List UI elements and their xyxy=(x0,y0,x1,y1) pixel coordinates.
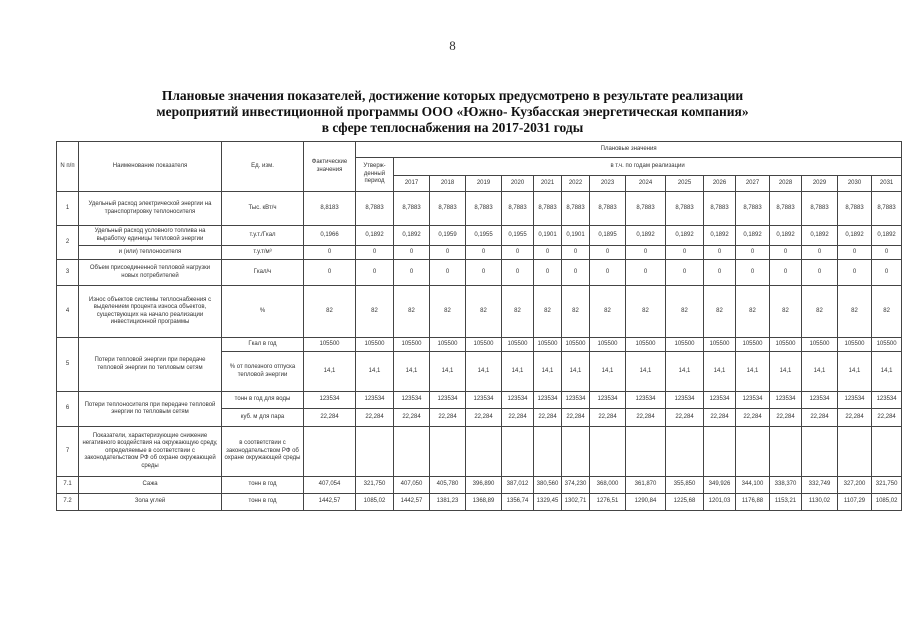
row-num: 1 xyxy=(57,192,79,226)
row-num: 4 xyxy=(57,286,79,338)
year-header: 2029 xyxy=(802,176,838,192)
header-num: N п/п xyxy=(57,142,79,192)
year-value: 0 xyxy=(666,260,704,286)
year-value: 0,1895 xyxy=(590,226,626,246)
year-value: 380,560 xyxy=(534,477,562,494)
year-value: 82 xyxy=(872,286,902,338)
year-value: 8,7883 xyxy=(770,192,802,226)
year-value: 0,1892 xyxy=(626,226,666,246)
year-value: 0 xyxy=(466,260,502,286)
year-value: 14,1 xyxy=(626,352,666,392)
year-header: 2025 xyxy=(666,176,704,192)
year-value: 105500 xyxy=(590,338,626,352)
year-value: 82 xyxy=(466,286,502,338)
year-value: 338,370 xyxy=(770,477,802,494)
row-approved: 0 xyxy=(356,246,394,260)
year-value: 0 xyxy=(394,246,430,260)
header-actual: Фактические значения xyxy=(304,142,356,192)
row-unit: тонн в год xyxy=(222,477,304,494)
year-value: 0,1892 xyxy=(666,226,704,246)
year-value: 8,7883 xyxy=(562,192,590,226)
year-value: 0 xyxy=(838,260,872,286)
year-value: 22,284 xyxy=(562,409,590,427)
year-value: 387,012 xyxy=(502,477,534,494)
year-value: 0 xyxy=(430,260,466,286)
document-title xyxy=(60,88,845,136)
year-value: 105500 xyxy=(736,338,770,352)
row-name: Износ объектов системы теплоснабжения с выделением процента износа объектов, существующих на начало реализации инвестиционной программы xyxy=(79,286,222,338)
year-value: 123534 xyxy=(562,392,590,409)
year-value: 0 xyxy=(626,246,666,260)
year-value: 14,1 xyxy=(430,352,466,392)
year-value: 105500 xyxy=(430,338,466,352)
row-approved: 0,1892 xyxy=(356,226,394,246)
year-value: 1368,89 xyxy=(466,494,502,511)
year-value: 22,284 xyxy=(626,409,666,427)
row-num: 7.1 xyxy=(57,477,79,494)
year-value: 368,000 xyxy=(590,477,626,494)
year-value: 22,284 xyxy=(534,409,562,427)
year-value: 82 xyxy=(736,286,770,338)
year-value: 0,1892 xyxy=(394,226,430,246)
year-value: 22,284 xyxy=(430,409,466,427)
title-line-2: мероприятий инвестиционной программы ООО «Южно- Кузбасская энергетическая компания» xyxy=(156,104,749,119)
year-value: 0 xyxy=(770,260,802,286)
year-value: 0 xyxy=(590,246,626,260)
year-value: 0,1901 xyxy=(534,226,562,246)
year-value: 0 xyxy=(770,246,802,260)
year-value: 8,7883 xyxy=(430,192,466,226)
year-value: 8,7883 xyxy=(838,192,872,226)
year-value: 82 xyxy=(534,286,562,338)
year-value: 82 xyxy=(590,286,626,338)
year-value: 82 xyxy=(704,286,736,338)
header-by-years: в т.ч. по годам реализации xyxy=(394,158,902,176)
year-value: 22,284 xyxy=(872,409,902,427)
year-value: 105500 xyxy=(838,338,872,352)
year-value: 405,780 xyxy=(430,477,466,494)
year-value: 0 xyxy=(704,260,736,286)
year-value: 0 xyxy=(394,260,430,286)
year-value: 0,1892 xyxy=(802,226,838,246)
year-value: 8,7883 xyxy=(466,192,502,226)
year-value: 1107,29 xyxy=(838,494,872,511)
row-approved: 105500 xyxy=(356,338,394,352)
year-value: 1356,74 xyxy=(502,494,534,511)
year-value: 82 xyxy=(666,286,704,338)
title-line-3: в сфере теплоснабжения на 2017-2031 годы xyxy=(321,120,584,135)
year-value: 0,1892 xyxy=(838,226,872,246)
row-actual: 123534 xyxy=(304,392,356,409)
row-unit: Гкал/ч xyxy=(222,260,304,286)
row-actual: 0 xyxy=(304,246,356,260)
year-value: 0,1959 xyxy=(430,226,466,246)
year-value: 82 xyxy=(502,286,534,338)
year-value: 105500 xyxy=(802,338,838,352)
year-value: 0 xyxy=(430,246,466,260)
year-value: 22,284 xyxy=(704,409,736,427)
year-value: 14,1 xyxy=(872,352,902,392)
year-value: 1225,68 xyxy=(666,494,704,511)
year-value: 22,284 xyxy=(838,409,872,427)
header-approved: Утверж- денный период xyxy=(356,158,394,192)
year-value: 14,1 xyxy=(394,352,430,392)
year-value: 22,284 xyxy=(466,409,502,427)
year-value: 123534 xyxy=(838,392,872,409)
year-value: 82 xyxy=(626,286,666,338)
year-value: 14,1 xyxy=(502,352,534,392)
year-value: 396,890 xyxy=(466,477,502,494)
year-value: 0 xyxy=(666,246,704,260)
year-value: 105500 xyxy=(626,338,666,352)
year-value: 22,284 xyxy=(394,409,430,427)
page-number: 8 xyxy=(449,38,456,53)
row-name: Удельный расход электрической энергии на транспортировку теплоносителя xyxy=(79,192,222,226)
year-header: 2026 xyxy=(704,176,736,192)
year-header: 2030 xyxy=(838,176,872,192)
year-value: 14,1 xyxy=(466,352,502,392)
year-value: 0 xyxy=(502,260,534,286)
year-header: 2022 xyxy=(562,176,590,192)
year-header: 2024 xyxy=(626,176,666,192)
year-value: 22,284 xyxy=(770,409,802,427)
row-num: 3 xyxy=(57,260,79,286)
row-actual: 407,054 xyxy=(304,477,356,494)
year-value: 8,7883 xyxy=(394,192,430,226)
row-approved: 1085,02 xyxy=(356,494,394,511)
row-num: 7.2 xyxy=(57,494,79,511)
year-value: 105500 xyxy=(872,338,902,352)
year-value: 0 xyxy=(534,260,562,286)
year-value: 0 xyxy=(626,260,666,286)
year-value: 1329,45 xyxy=(534,494,562,511)
row-approved: 14,1 xyxy=(356,352,394,392)
year-value: 1381,23 xyxy=(430,494,466,511)
year-value: 82 xyxy=(430,286,466,338)
year-value: 123534 xyxy=(770,392,802,409)
year-value: 82 xyxy=(562,286,590,338)
row-name: Потери теплоносителя при передаче тепловой энергии по тепловым сетям xyxy=(79,392,222,427)
table-row xyxy=(57,246,902,260)
row-unit: т.у.т/м³ xyxy=(222,246,304,260)
year-value: 105500 xyxy=(466,338,502,352)
row-unit: % от полезного отпуска тепловой энергии xyxy=(222,352,304,392)
year-value: 0,1955 xyxy=(466,226,502,246)
row-unit: тонн в год xyxy=(222,494,304,511)
year-value: 22,284 xyxy=(502,409,534,427)
year-value: 0 xyxy=(872,260,902,286)
year-value: 8,7883 xyxy=(590,192,626,226)
year-value: 8,7883 xyxy=(666,192,704,226)
year-value: 0 xyxy=(590,260,626,286)
row-actual: 0 xyxy=(304,260,356,286)
year-value: 105500 xyxy=(770,338,802,352)
year-value: 123534 xyxy=(666,392,704,409)
row-approved: 321,750 xyxy=(356,477,394,494)
year-value: 0 xyxy=(534,246,562,260)
year-value: 14,1 xyxy=(770,352,802,392)
row-name: Сажа xyxy=(79,477,222,494)
year-value: 14,1 xyxy=(802,352,838,392)
year-value: 0 xyxy=(802,246,838,260)
year-value: 105500 xyxy=(394,338,430,352)
header-unit: Ед. изм. xyxy=(222,142,304,192)
year-value: 123534 xyxy=(736,392,770,409)
year-value: 82 xyxy=(394,286,430,338)
year-value: 82 xyxy=(802,286,838,338)
header-name: Наименование показателя xyxy=(79,142,222,192)
table-row xyxy=(57,427,902,477)
table-row xyxy=(57,338,902,352)
year-value: 14,1 xyxy=(590,352,626,392)
table-row xyxy=(57,286,902,338)
year-value: 105500 xyxy=(502,338,534,352)
indicators-table xyxy=(56,141,902,511)
year-value: 123534 xyxy=(502,392,534,409)
year-header: 2021 xyxy=(534,176,562,192)
year-value: 327,200 xyxy=(838,477,872,494)
year-value: 8,7883 xyxy=(534,192,562,226)
year-value: 123534 xyxy=(626,392,666,409)
year-value: 14,1 xyxy=(666,352,704,392)
table-row xyxy=(57,477,902,494)
year-value: 8,7883 xyxy=(802,192,838,226)
year-value: 374,230 xyxy=(562,477,590,494)
year-value: 123534 xyxy=(534,392,562,409)
year-value: 0 xyxy=(838,246,872,260)
row-unit: Тыс. кВт/ч xyxy=(222,192,304,226)
year-value: 321,750 xyxy=(872,477,902,494)
row-approved: 123534 xyxy=(356,392,394,409)
year-value: 0,1892 xyxy=(736,226,770,246)
year-value: 0 xyxy=(736,260,770,286)
year-value: 361,870 xyxy=(626,477,666,494)
row-actual: 14,1 xyxy=(304,352,356,392)
year-value: 1276,51 xyxy=(590,494,626,511)
year-value: 14,1 xyxy=(704,352,736,392)
year-value: 8,7883 xyxy=(502,192,534,226)
year-header: 2017 xyxy=(394,176,430,192)
year-value: 82 xyxy=(770,286,802,338)
row-name: и (или) теплоносителя xyxy=(79,246,222,260)
row-actual: 0,1966 xyxy=(304,226,356,246)
year-value: 82 xyxy=(838,286,872,338)
year-value: 0 xyxy=(466,246,502,260)
row-num: 5 xyxy=(57,338,79,392)
year-value: 14,1 xyxy=(534,352,562,392)
year-value: 0 xyxy=(502,246,534,260)
year-value: 22,284 xyxy=(736,409,770,427)
table-row xyxy=(57,192,902,226)
row-unit: куб. м для пара xyxy=(222,409,304,427)
table-row xyxy=(57,494,902,511)
year-value: 1201,03 xyxy=(704,494,736,511)
year-value: 123534 xyxy=(394,392,430,409)
year-value: 123534 xyxy=(802,392,838,409)
year-value: 0,1892 xyxy=(872,226,902,246)
year-value: 123534 xyxy=(872,392,902,409)
row-actual: 22,284 xyxy=(304,409,356,427)
row-name: Зола углей xyxy=(79,494,222,511)
table-row xyxy=(57,260,902,286)
row-name: Объем присоединенной тепловой нагрузки новых потребителей xyxy=(79,260,222,286)
year-value: 0 xyxy=(704,246,736,260)
year-header: 2019 xyxy=(466,176,502,192)
row-num: 2 xyxy=(57,226,79,260)
year-value: 123534 xyxy=(430,392,466,409)
year-value: 0,1901 xyxy=(562,226,590,246)
year-value: 105500 xyxy=(534,338,562,352)
year-header: 2027 xyxy=(736,176,770,192)
year-value: 407,050 xyxy=(394,477,430,494)
year-value: 1130,02 xyxy=(802,494,838,511)
year-value: 123534 xyxy=(590,392,626,409)
year-value: 1176,88 xyxy=(736,494,770,511)
row-unit: Гкал в год xyxy=(222,338,304,352)
header-planned: Плановые значения xyxy=(356,142,902,158)
year-value: 123534 xyxy=(466,392,502,409)
year-value: 0 xyxy=(562,260,590,286)
row-name: Удельный расход условного топлива на выработку единицы тепловой энергии xyxy=(79,226,222,246)
year-value: 8,7883 xyxy=(872,192,902,226)
year-value: 123534 xyxy=(704,392,736,409)
title-line-1: Плановые значения показателей, достижение которых предусмотрено в результате реализации xyxy=(161,88,744,103)
year-value: 22,284 xyxy=(802,409,838,427)
table-row xyxy=(57,226,902,246)
year-header: 2028 xyxy=(770,176,802,192)
row-unit: % xyxy=(222,286,304,338)
year-value: 14,1 xyxy=(736,352,770,392)
year-value: 1302,71 xyxy=(562,494,590,511)
year-value: 1290,84 xyxy=(626,494,666,511)
row-unit: тонн в год для воды xyxy=(222,392,304,409)
year-value: 22,284 xyxy=(666,409,704,427)
year-value: 0,1892 xyxy=(704,226,736,246)
year-value: 0 xyxy=(802,260,838,286)
year-value: 105500 xyxy=(562,338,590,352)
year-value: 1153,21 xyxy=(770,494,802,511)
row-name: Потери тепловой энергии при передаче тепловой энергии по тепловым сетям xyxy=(79,338,222,392)
year-value: 344,100 xyxy=(736,477,770,494)
year-value: 0 xyxy=(736,246,770,260)
row-num: 7 xyxy=(57,427,79,477)
year-value: 105500 xyxy=(666,338,704,352)
row-approved: 0 xyxy=(356,260,394,286)
row-approved: 8,7883 xyxy=(356,192,394,226)
row-unit: в соответствии с законодательством РФ об охране окружающей среды xyxy=(222,427,304,477)
year-value: 349,926 xyxy=(704,477,736,494)
year-value: 105500 xyxy=(704,338,736,352)
row-actual: 8,8183 xyxy=(304,192,356,226)
row-actual: 82 xyxy=(304,286,356,338)
year-header: 2031 xyxy=(872,176,902,192)
year-value: 332,749 xyxy=(802,477,838,494)
row-unit: т.у.т./Гкал xyxy=(222,226,304,246)
year-value: 355,850 xyxy=(666,477,704,494)
year-value: 14,1 xyxy=(562,352,590,392)
year-value: 22,284 xyxy=(590,409,626,427)
year-value: 14,1 xyxy=(838,352,872,392)
year-header: 2023 xyxy=(590,176,626,192)
year-header: 2020 xyxy=(502,176,534,192)
year-header: 2018 xyxy=(430,176,466,192)
year-value: 0 xyxy=(872,246,902,260)
year-value: 0,1955 xyxy=(502,226,534,246)
year-value: 8,7883 xyxy=(736,192,770,226)
row-actual: 1442,57 xyxy=(304,494,356,511)
row-num: 6 xyxy=(57,392,79,427)
year-value: 0 xyxy=(562,246,590,260)
year-value: 0,1892 xyxy=(770,226,802,246)
row-name: Показатели, характеризующие снижение негативного воздействия на окружающую среду, определяемые в соответствии с законодательством РФ об охране окружающей среды xyxy=(79,427,222,477)
year-value: 1085,02 xyxy=(872,494,902,511)
table-row xyxy=(57,392,902,409)
row-approved: 22,284 xyxy=(356,409,394,427)
year-value: 8,7883 xyxy=(704,192,736,226)
year-value: 8,7883 xyxy=(626,192,666,226)
row-actual: 105500 xyxy=(304,338,356,352)
year-value: 1442,57 xyxy=(394,494,430,511)
row-approved: 82 xyxy=(356,286,394,338)
